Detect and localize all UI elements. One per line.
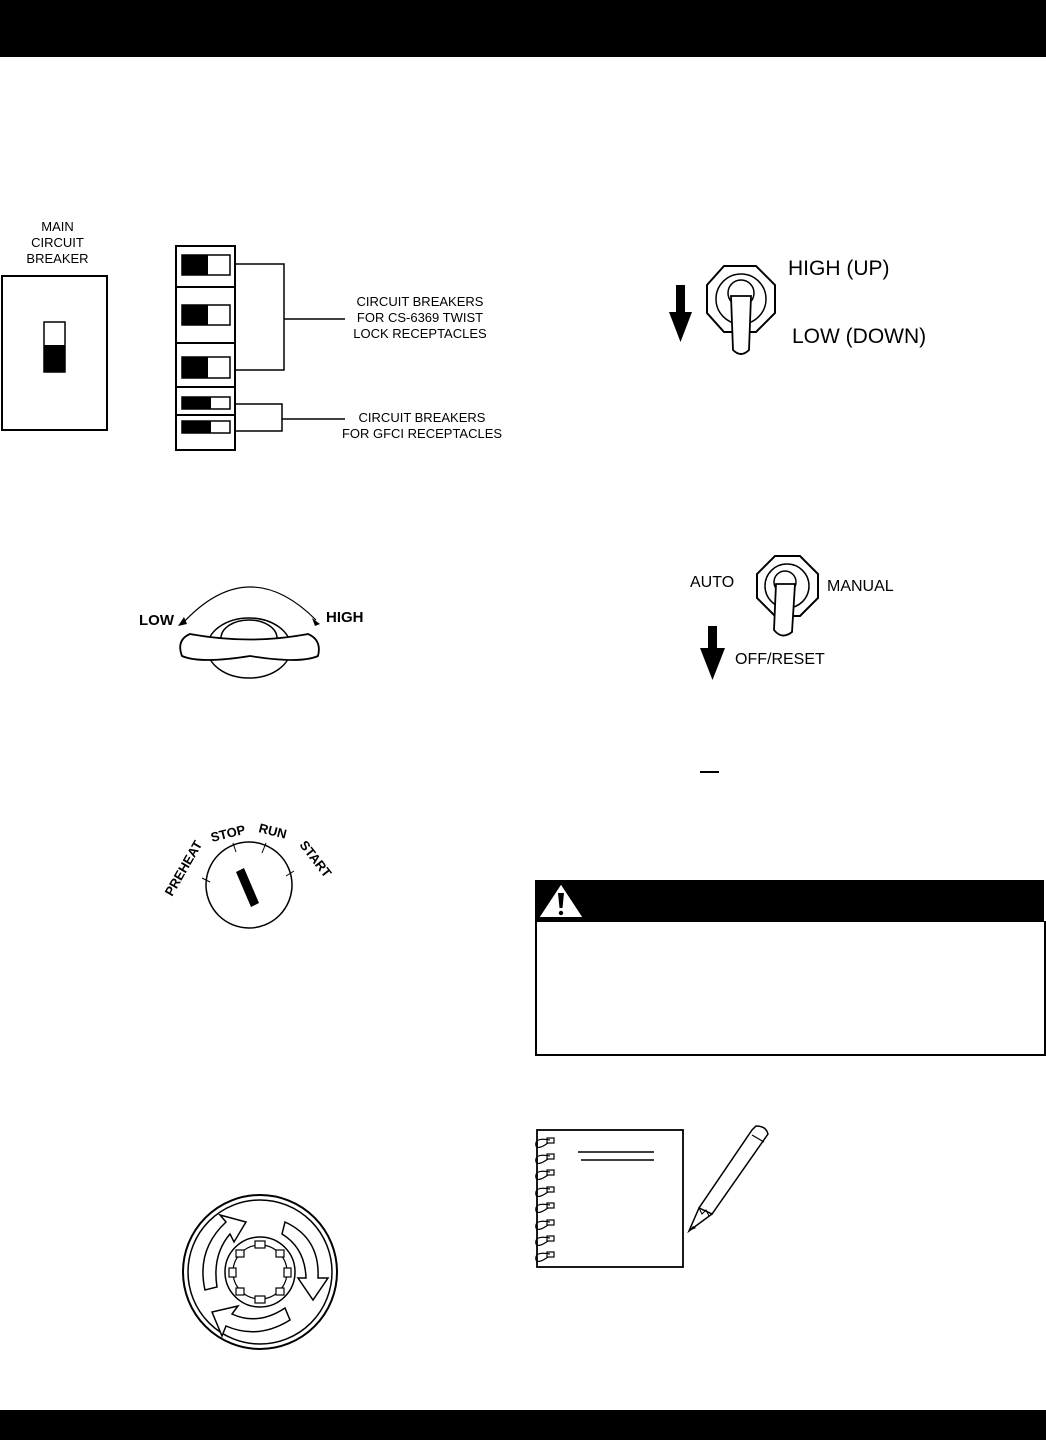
pencil-icon	[689, 1126, 768, 1231]
ignition-start-label: START	[296, 837, 335, 881]
manual-label: MANUAL	[827, 578, 894, 595]
main-breaker-label-line: CIRCUIT	[31, 235, 84, 250]
label-line: CIRCUIT BREAKERS	[358, 410, 486, 425]
low-down-label: LOW (DOWN)	[792, 325, 927, 348]
label-line: CIRCUIT BREAKERS	[356, 294, 484, 309]
ignition-stop-label: STOP	[209, 821, 247, 845]
footer-bar	[0, 1410, 1046, 1440]
off-reset-label: OFF/RESET	[735, 651, 825, 668]
label-line: FOR CS-6369 TWIST	[356, 310, 484, 325]
throttle-low-label: LOW	[139, 612, 174, 629]
auto-label: AUTO	[690, 574, 735, 591]
main-breaker-label-line: MAIN	[41, 219, 74, 234]
label-line: FOR GFCI RECEPTACLES	[341, 426, 503, 441]
label-line: LOCK RECEPTACLES	[353, 326, 487, 341]
ignition-run-label: RUN	[257, 820, 289, 842]
main-breaker-label-line: BREAKER	[26, 251, 89, 266]
throttle-high-label: HIGH	[326, 609, 364, 626]
notebook-icon	[536, 1130, 683, 1267]
high-up-label: HIGH (UP)	[788, 257, 890, 280]
ignition-preheat-label: PREHEAT	[161, 838, 206, 899]
